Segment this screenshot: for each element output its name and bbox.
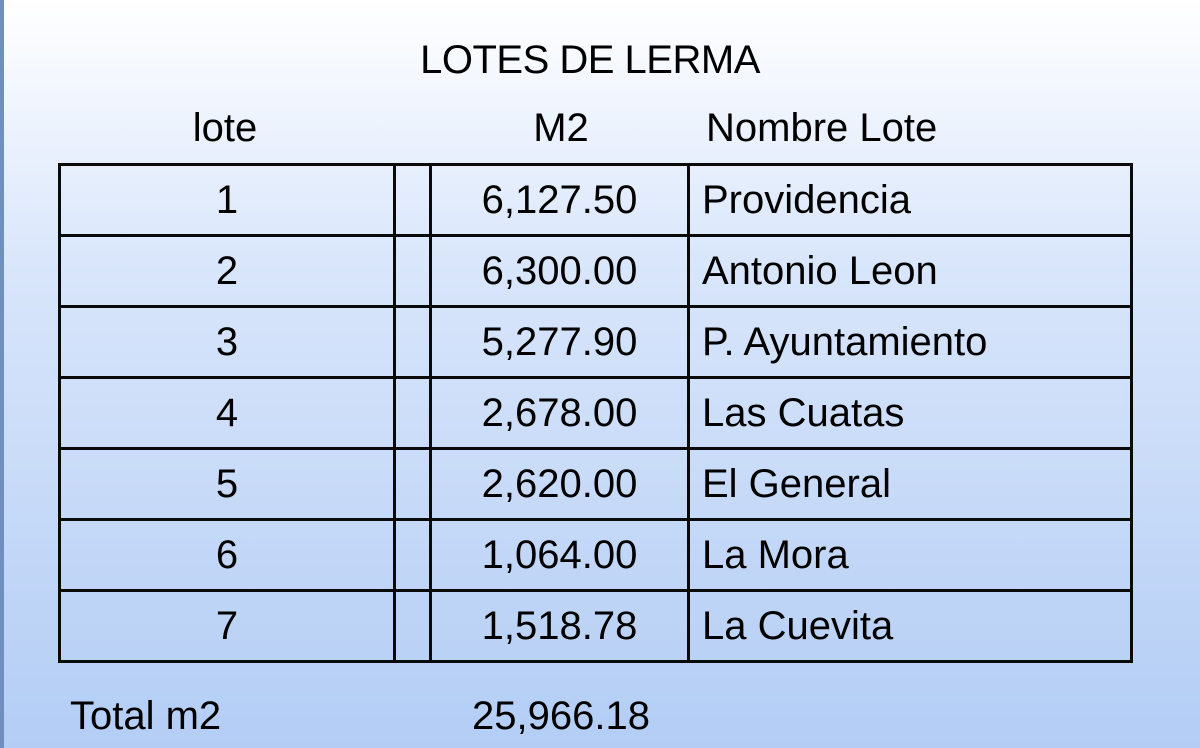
total-value: 25,966.18 (472, 694, 650, 738)
page-title: LOTES DE LERMA (420, 38, 760, 82)
header-m2: M2 (533, 106, 589, 150)
spacer-cell (395, 591, 431, 662)
m2-cell: 1,518.78 (431, 591, 689, 662)
lote-cell: 1 (60, 165, 395, 236)
table-row (60, 520, 1132, 591)
lote-cell: 6 (60, 520, 395, 591)
nombre-cell: P. Ayuntamiento (689, 307, 1132, 378)
nombre-cell: La Mora (689, 520, 1132, 591)
spacer-cell (395, 520, 431, 591)
lote-cell: 4 (60, 378, 395, 449)
spacer-cell (395, 307, 431, 378)
lote-cell: 2 (60, 236, 395, 307)
m2-cell: 1,064.00 (431, 520, 689, 591)
table-row (60, 307, 1132, 378)
spacer-cell (395, 378, 431, 449)
lots-table (58, 163, 1133, 663)
m2-cell: 6,127.50 (431, 165, 689, 236)
table-row (60, 591, 1132, 662)
table-row (60, 165, 1132, 236)
spacer-cell (395, 449, 431, 520)
m2-cell: 5,277.90 (431, 307, 689, 378)
nombre-cell: Las Cuatas (689, 378, 1132, 449)
nombre-cell: La Cuevita (689, 591, 1132, 662)
header-nombre-lote: Nombre Lote (706, 106, 938, 150)
table-row (60, 449, 1132, 520)
left-border (0, 0, 4, 748)
header-lote: lote (192, 106, 258, 150)
spacer-cell (395, 165, 431, 236)
lote-cell: 3 (60, 307, 395, 378)
total-label: Total m2 (70, 694, 222, 738)
m2-cell: 2,678.00 (431, 378, 689, 449)
table-row (60, 378, 1132, 449)
m2-cell: 2,620.00 (431, 449, 689, 520)
m2-cell: 6,300.00 (431, 236, 689, 307)
nombre-cell: El General (689, 449, 1132, 520)
nombre-cell: Providencia (689, 165, 1132, 236)
nombre-cell: Antonio Leon (689, 236, 1132, 307)
table-row (60, 236, 1132, 307)
lote-cell: 5 (60, 449, 395, 520)
lote-cell: 7 (60, 591, 395, 662)
spacer-cell (395, 236, 431, 307)
